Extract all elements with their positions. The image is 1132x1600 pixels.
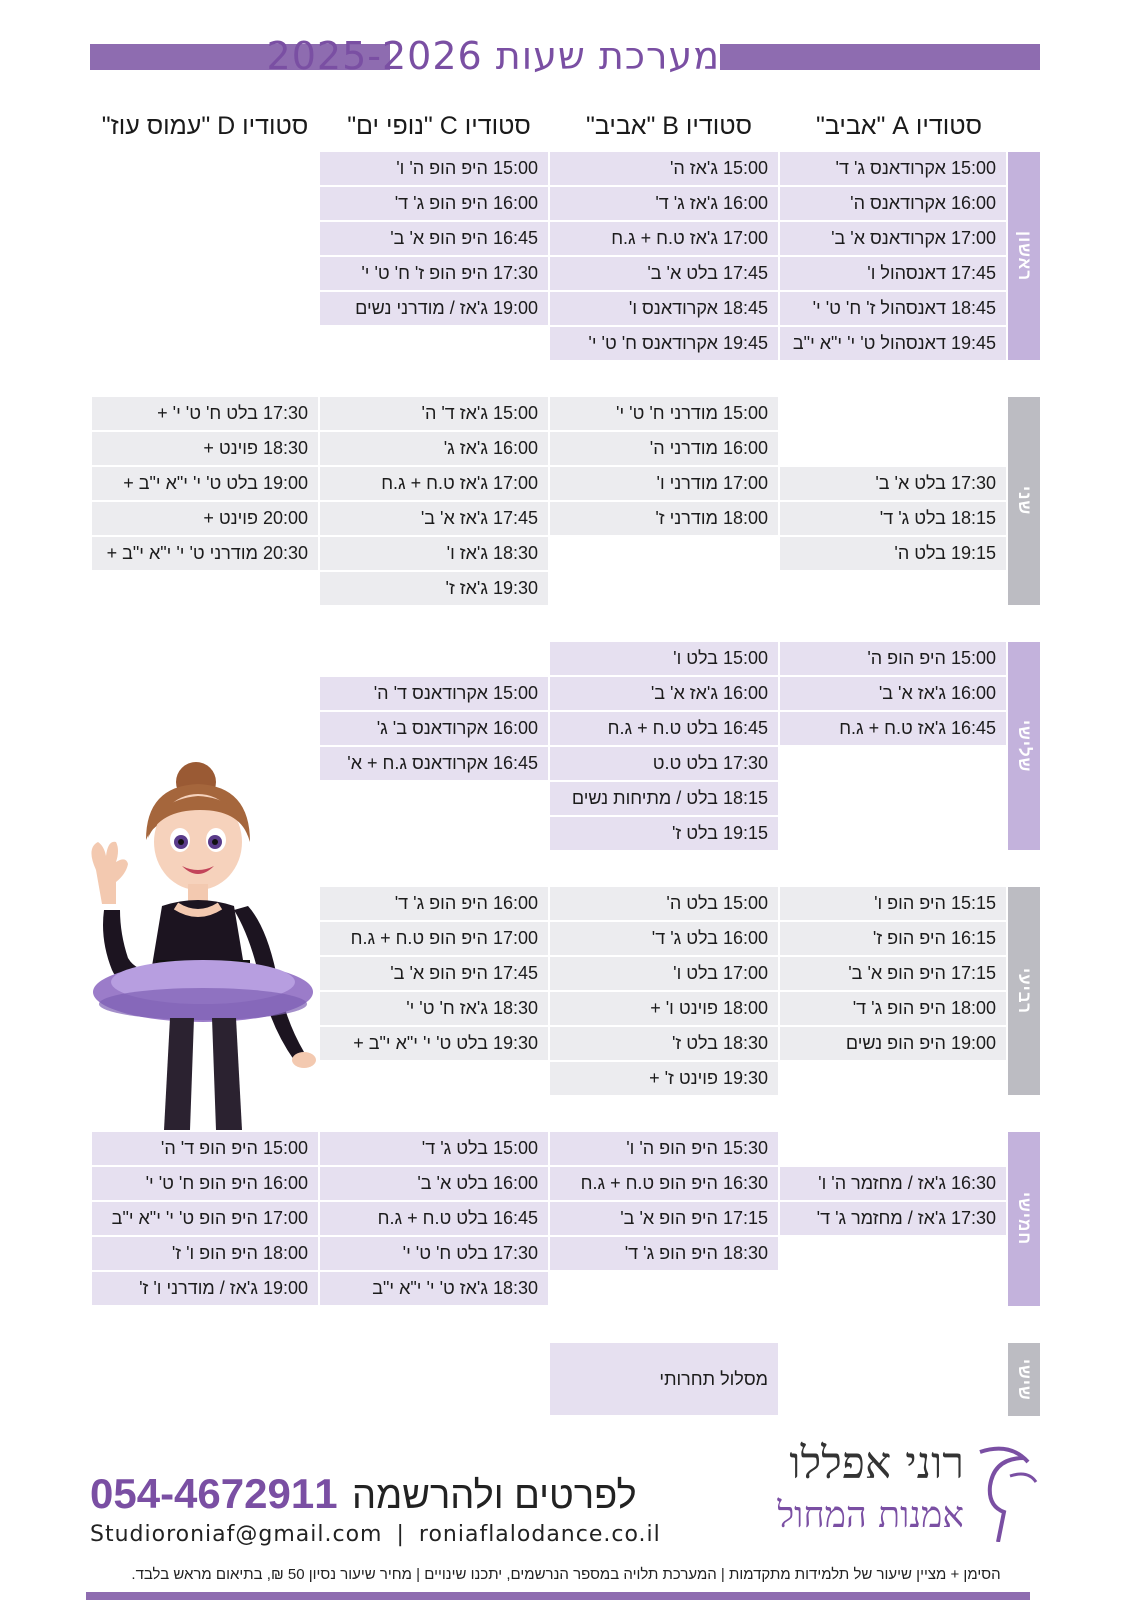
class-slot: 17:00 אקרודאנס א' ב' bbox=[780, 222, 1006, 255]
class-slot: 15:00 ג'אז ה' bbox=[550, 152, 778, 185]
class-slot: 15:00 מודרני ח' ט' י' bbox=[550, 397, 778, 430]
class-slot: 18:30 היפ הופ ג' ד' bbox=[550, 1237, 778, 1270]
class-slot: 19:00 ג'אז / מודרני ו' ז' bbox=[92, 1272, 318, 1305]
class-slot: 15:00 היפ הופ ה' ו' bbox=[320, 152, 548, 185]
class-slot: 15:30 היפ הופ ה' ו' bbox=[550, 1132, 778, 1165]
class-slot: 19:00 בלט ט' י' י"א י"ב + bbox=[92, 467, 318, 500]
contact-line bbox=[90, 1470, 637, 1518]
class-slot: 15:00 ג'אז ד' ה' bbox=[320, 397, 548, 430]
day-label: חמישי bbox=[1015, 1192, 1034, 1246]
divider: | bbox=[396, 1522, 405, 1547]
logo-subtitle: אמנות המחול bbox=[777, 1495, 964, 1536]
class-slot: 18:30 ג'אז ח' ט' י' bbox=[320, 992, 548, 1025]
web-contact-line bbox=[90, 1522, 661, 1547]
class-slot: 18:30 בלט ז' bbox=[550, 1027, 778, 1060]
website-link[interactable]: roniaflalodance.co.il bbox=[418, 1522, 661, 1547]
class-slot: 17:30 ג'אז / מחזמר ג' ד' bbox=[780, 1202, 1006, 1235]
class-slot: 19:00 היפ הופ נשים bbox=[780, 1027, 1006, 1060]
class-slot: 17:45 בלט א' ב' bbox=[550, 257, 778, 290]
phone-number[interactable]: 054-4672911 bbox=[90, 1470, 338, 1517]
class-slot: 18:30 פוינט + bbox=[92, 432, 318, 465]
footer-bar bbox=[86, 1592, 1030, 1600]
class-slot: 18:00 היפ הופ ג' ד' bbox=[780, 992, 1006, 1025]
class-slot: 17:45 היפ הופ א' ב' bbox=[320, 957, 548, 990]
day-tab-sunday bbox=[1008, 152, 1040, 360]
column-header-studio-a: סטודיו A "אביב" bbox=[816, 112, 982, 140]
class-slot: 16:30 ג'אז / מחזמר ה' ו' bbox=[780, 1167, 1006, 1200]
class-slot: 19:30 ג'אז ז' bbox=[320, 572, 548, 605]
class-slot: 18:30 ג'אז ו' bbox=[320, 537, 548, 570]
class-slot: 20:30 מודרני ט' י' י"א י"ב + bbox=[92, 537, 318, 570]
class-slot: 16:45 היפ הופ א' ב' bbox=[320, 222, 548, 255]
class-slot: 15:00 בלט ו' bbox=[550, 642, 778, 675]
class-slot: 17:45 דאנסהול ו' bbox=[780, 257, 1006, 290]
column-header-studio-d: סטודיו D "עמוס עוז" bbox=[101, 112, 309, 140]
class-slot: 19:45 אקרודאנס ח' ט' י' bbox=[550, 327, 778, 360]
page-title: מערכת שעות 2025-2026 bbox=[266, 34, 720, 78]
class-slot: 17:30 בלט ט.ט bbox=[550, 747, 778, 780]
class-slot: 16:00 מודרני ה' bbox=[550, 432, 778, 465]
class-slot: 18:15 בלט / מתיחות נשים bbox=[550, 782, 778, 815]
class-slot: 17:30 בלט ח' ט' י' + bbox=[92, 397, 318, 430]
class-slot: 18:00 היפ הופ ו' ז' bbox=[92, 1237, 318, 1270]
class-slot: 16:45 בלט ט.ח + ג.ח bbox=[320, 1202, 548, 1235]
day-tab-tuesday bbox=[1008, 642, 1040, 850]
class-slot: 19:15 בלט ז' bbox=[550, 817, 778, 850]
class-slot: 16:00 היפ הופ ג' ד' bbox=[320, 187, 548, 220]
class-slot: 19:30 פוינט ז' + bbox=[550, 1062, 778, 1095]
class-slot: 15:00 אקרודאנס ג' ד' bbox=[780, 152, 1006, 185]
class-slot: 16:15 היפ הופ ז' bbox=[780, 922, 1006, 955]
class-slot: 18:00 מודרני ז' bbox=[550, 502, 778, 535]
class-slot: 17:00 ג'אז ט.ח + ג.ח bbox=[320, 467, 548, 500]
class-slot: 17:00 ג'אז ט.ח + ג.ח bbox=[550, 222, 778, 255]
class-slot: 19:30 בלט ט' י' י"א י"ב + bbox=[320, 1027, 548, 1060]
class-slot: 16:00 ג'אז ג' ד' bbox=[550, 187, 778, 220]
class-slot: 17:30 בלט א' ב' bbox=[780, 467, 1006, 500]
column-header-studio-b: סטודיו B "אביב" bbox=[586, 112, 752, 140]
class-slot: 16:00 בלט ג' ד' bbox=[550, 922, 778, 955]
class-slot: 17:15 היפ הופ א' ב' bbox=[780, 957, 1006, 990]
header-bar-right bbox=[720, 44, 1040, 70]
class-slot: 16:00 ג'אז א' ב' bbox=[780, 677, 1006, 710]
class-slot: 16:30 היפ הופ ט.ח + ג.ח bbox=[550, 1167, 778, 1200]
class-slot: 16:45 ג'אז ט.ח + ג.ח bbox=[780, 712, 1006, 745]
class-slot: 15:00 אקרודאנס ד' ה' bbox=[320, 677, 548, 710]
class-slot: 17:30 היפ הופ ז' ח' ט' י' bbox=[320, 257, 548, 290]
email-link[interactable]: Studioroniaf@gmail.com bbox=[90, 1522, 383, 1547]
logo-name: רוני אפללו bbox=[789, 1438, 964, 1489]
class-slot: 15:00 בלט ה' bbox=[550, 887, 778, 920]
dancer-logo-icon bbox=[970, 1442, 1040, 1542]
class-slot: 17:30 בלט ח' ט' י' bbox=[320, 1237, 548, 1270]
class-slot: 18:45 דאנסהול ז' ח' ט' י' bbox=[780, 292, 1006, 325]
day-tab-friday bbox=[1008, 1343, 1040, 1416]
class-slot: 17:15 היפ הופ א' ב' bbox=[550, 1202, 778, 1235]
class-slot: 18:30 ג'אז ט' י' י"א י"ב bbox=[320, 1272, 548, 1305]
class-slot: 16:00 היפ הופ ג' ד' bbox=[320, 887, 548, 920]
day-tab-monday bbox=[1008, 397, 1040, 605]
day-tab-thursday bbox=[1008, 1132, 1040, 1306]
class-slot: 16:45 בלט ט.ח + ג.ח bbox=[550, 712, 778, 745]
class-slot: 15:15 היפ הופ ו' bbox=[780, 887, 1006, 920]
class-slot: 17:00 מודרני ו' bbox=[550, 467, 778, 500]
class-slot: 16:00 אקרודאנס ב' ג' bbox=[320, 712, 548, 745]
class-slot: 16:00 היפ הופ ח' ט' י' bbox=[92, 1167, 318, 1200]
brand-logo bbox=[777, 1438, 1040, 1548]
column-header-studio-c: סטודיו C "נופי ים" bbox=[347, 112, 531, 140]
class-slot: 18:45 אקרודאנס ו' bbox=[550, 292, 778, 325]
class-slot: 16:00 ג'אז ג' bbox=[320, 432, 548, 465]
footnote: הסימן + מציין שיעור של תלמידות מתקדמות | המערכת תלויה במספר הנרשמים, יתכנו שינויים | מחיר שיעור נסיון 50 ₪, בתיאום מראש בלבד. bbox=[131, 1566, 1001, 1583]
class-slot: 16:00 בלט א' ב' bbox=[320, 1167, 548, 1200]
day-tab-wednesday bbox=[1008, 887, 1040, 1095]
day-label: שלישי bbox=[1015, 719, 1034, 773]
class-slot: 17:00 בלט ו' bbox=[550, 957, 778, 990]
class-slot: 16:45 אקרודאנס ג.ח + א' bbox=[320, 747, 548, 780]
class-slot: 19:00 ג'אז / מודרני נשים bbox=[320, 292, 548, 325]
class-slot: 18:15 בלט ג' ד' bbox=[780, 502, 1006, 535]
day-label: שישי bbox=[1015, 1358, 1034, 1401]
class-slot: 15:00 היפ הופ ד' ה' bbox=[92, 1132, 318, 1165]
class-slot: 16:00 אקרודאנס ה' bbox=[780, 187, 1006, 220]
day-label: רביעי bbox=[1015, 968, 1034, 1014]
class-slot: 19:45 דאנסהול ט' י' י"א י"ב bbox=[780, 327, 1006, 360]
class-slot: 15:00 בלט ג' ד' bbox=[320, 1132, 548, 1165]
day-label: שני bbox=[1015, 486, 1034, 516]
class-slot: 15:00 היפ הופ ה' bbox=[780, 642, 1006, 675]
competitive-track-slot: מסלול תחרותי bbox=[550, 1343, 778, 1415]
class-slot: 17:00 היפ הופ ט' י' י"א י"ב bbox=[92, 1202, 318, 1235]
dancer-illustration bbox=[78, 760, 328, 1130]
class-slot: 20:00 פוינט + bbox=[92, 502, 318, 535]
class-slot: 17:00 היפ הופ ט.ח + ג.ח bbox=[320, 922, 548, 955]
day-label: ראשון bbox=[1015, 231, 1034, 281]
class-slot: 17:45 ג'אז א' ב' bbox=[320, 502, 548, 535]
class-slot: 18:00 פוינט ו' + bbox=[550, 992, 778, 1025]
class-slot: 19:15 בלט ה' bbox=[780, 537, 1006, 570]
contact-label: לפרטים ולהרשמה bbox=[352, 1475, 637, 1517]
class-slot: 16:00 ג'אז א' ב' bbox=[550, 677, 778, 710]
